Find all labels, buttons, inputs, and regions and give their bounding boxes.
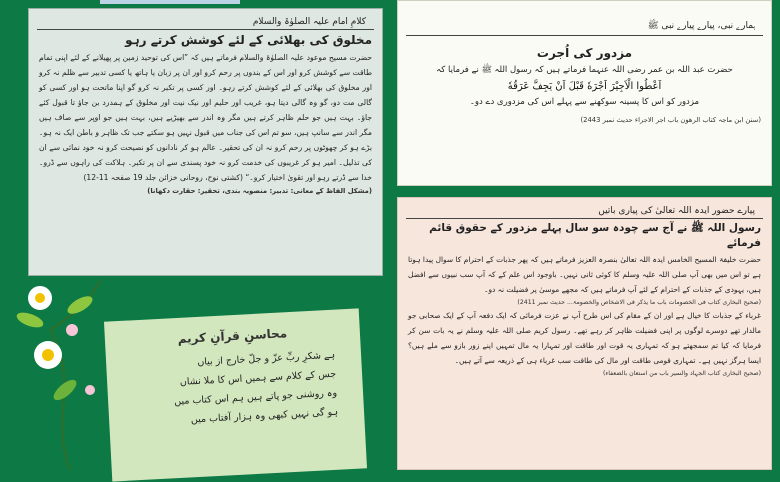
flower-decoration [10, 270, 110, 470]
mazdoor-translation: مزدور کو اس کا پسینہ سوکھنے سے پہلے اس کی مزدوری دے دو۔ [469, 97, 700, 107]
mazdoor-panel [397, 0, 772, 186]
huzoor-panel [397, 197, 772, 470]
quran-panel [104, 308, 367, 481]
huzoor-ref-2: (صحیح البخاری کتاب الجہاد والسیر باب من استعان بالضعفاء) [602, 370, 761, 377]
kalaam-header: کلامِ امام علیہ الصلوٰۃ والسلام [37, 13, 374, 30]
huzoor-body-2: غرباء کے جذبات کا خیال ہے اور ان کے مقام کی اس طرح آپ نے عزت فرمائی کہ ایک دفعہ آپ کے ایک صحابی جو مالدار تھے دوسرے لوگوں پر اپنی فضیلت ظاہر کر رہے تھے۔ رسول کریم صلی اللہ علیہ وسلم نے یہ بات سن کر فرمایا کہ کیا تم سمجھتے ہو کہ تمہاری یہ قوت اور طاقت اور تمہارا یہ مال تمہیں اپنے زور بازو سے ملے ہیں؟ ایسا ہرگز نہیں ہے۔ تمہاری قومی طاقت اور مال کی طاقت سب غرباء ہی کے ذریعہ سے آتے ہیں۔ [408, 311, 761, 365]
huzoor-body-1: حضرت خلیفۃ المسیح الخامس ایدہ اللہ تعالیٰ بنصرہ العزیز فرماتے ہیں کہ پھر جذبات کے احترام کا سوال پیدا ہوتا ہے تو اس میں بھی آپ صلی اللہ علیہ وسلم کا کوئی ثانی نہیں۔ باوجود اس علم کے کہ آپ سب نبیوں سے افضل ہیں، یہودی کے جذبات کے احترام کے لئے آپ فرماتے ہیں کہ مجھے موسیٰ پر فضیلت نہ دو۔ [408, 255, 761, 294]
kalaam-title: مخلوق کی بھلائی کے لئے کوشش کرتے رہو [125, 33, 372, 47]
mazdoor-body: حضرت عبد اللہ بن عمر رضی اللہ عنہما فرماتے ہیں کہ رسول اللہ ﷺ نے فرمایا کہ [436, 65, 733, 75]
top-strip [100, 0, 240, 4]
mazdoor-arabic: اَعْطُوا الْاَجِيْرَ اَجْرَهٗ قَبْلَ اَنْ يَجِفَّ عَرَقُهٗ [507, 81, 662, 92]
mazdoor-title: مزدور کی اُجرت [536, 46, 633, 60]
huzoor-header: پیارے حضور ایدہ اللہ تعالیٰ کی پیاری باتیں [406, 202, 763, 219]
kalaam-body: حضرت مسیح موعود علیہ الصلوٰۃ والسلام فرماتے ہیں کہ ”اس کی توحید زمین پر پھیلانے کے لئے اپنی تمام طاقت سے کوشش کرو اور اس کے بندوں پر رحم کرو اور ان پر زبان یا ہاتھ یا کسی تدبیر سے ظلم نہ کرو اور مخلوق کی بھلائی کے لئے کوشش کرتے رہو۔ اور کسی پر تکبر نہ کرو گو اپنا ماتحت ہو اور کسی کو گالی مت دو، گو وہ گالی دیتا ہو، غریب اور حلیم اور نیک نیت اور مخلوق کے ہمدرد بن جاؤ تا قبول کئے جاؤ۔ بہت ہیں جو حلم ظاہر کرتے ہیں مگر وہ اندر سے بھیڑیے ہیں، بہت ہیں جو اوپر سے صاف ہیں مگر اندر سے سانپ ہیں، سو تم اس کی جناب میں قبول نہیں ہو سکتے جب تک ظاہر و باطن ایک نہ ہو۔ بڑے ہو کر چھوٹوں پر رحم کرو نہ ان کی تحقیر۔ عالم ہو کر نادانوں کو نصیحت کرو نہ خود نمائی سے ان کی تذلیل۔ امیر ہو کر غریبوں کی خدمت کرو نہ خود پسندی سے ان پر تکبر۔ ہلاکت کی راہوں سے ڈرو۔ خدا سے ڈرتے رہو اور تقویٰ اختیار کرو۔“ (کشتی نوح، روحانی خزائن جلد 19 صفحہ 11-12) [39, 53, 372, 182]
quran-line-1: ہے شکرِ ربِّ عزّ و جلّ خارج از بیاں [197, 349, 336, 368]
quran-line-3: وہ روشنی جو پاتے ہیں ہم اس کتاب میں [174, 387, 338, 408]
kalaam-footnote: (مشکل الفاظ کے معانی: تدبیر: منصوبہ بندی، تحقیر: حقارت دکھانا) [147, 187, 372, 195]
quran-title: محاسنِ قرآنِ کریم [177, 326, 288, 346]
kalaam-panel [28, 8, 383, 276]
quran-line-2: جس کے کلام سے ہمیں اس کا ملا نشاں [179, 368, 337, 388]
quran-line-4: ہو گی نہیں کبھی وہ ہزار آفتاب میں [190, 406, 339, 426]
huzoor-ref-1: (صحیح البخاری کتاب فی الخصومات باب ما یذکر فی الاشخاص والخصومۃ... حدیث نمبر 2411) [517, 299, 761, 306]
huzoor-title: رسول اللہ ﷺ نے آج سے چودہ سو سال پہلے مزدور کے حقوق قائم فرمائے [429, 222, 761, 249]
mazdoor-ref: (سنن ابن ماجہ کتاب الرھون باب اجر الاجراء حدیث نمبر 2443) [580, 116, 761, 124]
mazdoor-header: ہمارے نبی، پیارے پیارے نبی ﷺ [406, 15, 763, 36]
